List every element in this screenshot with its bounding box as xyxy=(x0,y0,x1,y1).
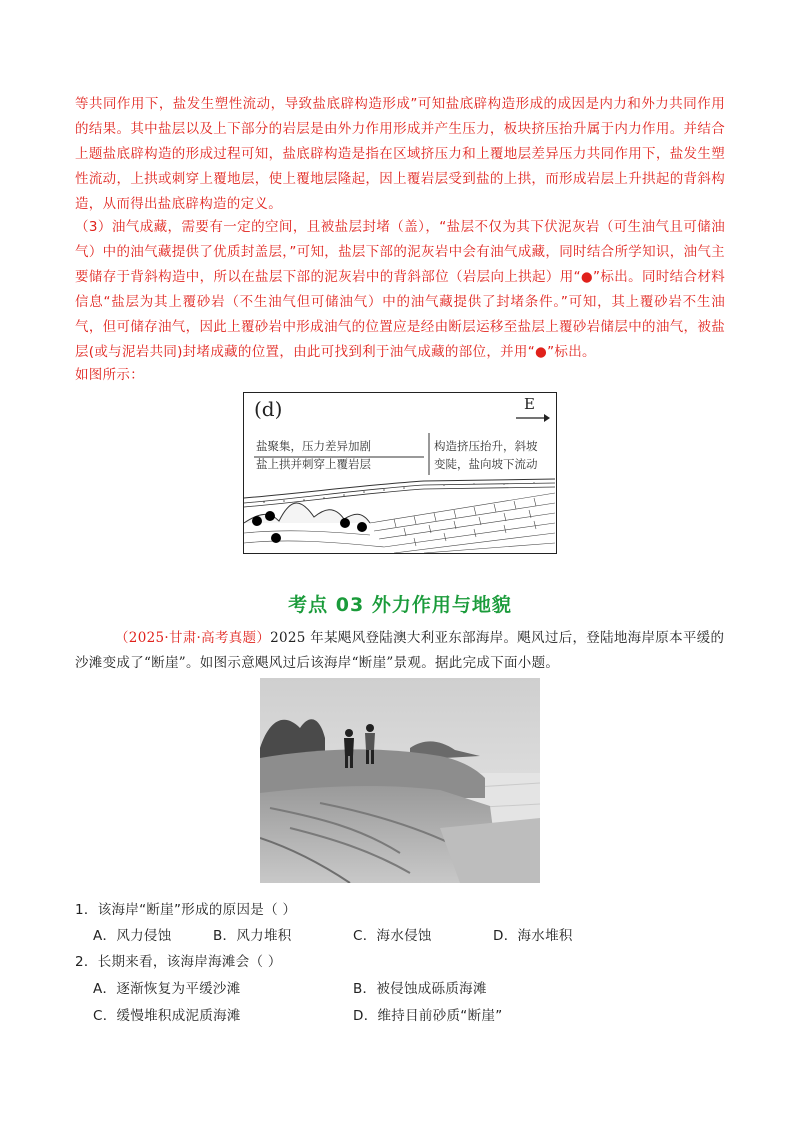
answer-paragraph-1: 等共同作用下，盐发生塑性流动，导致盐底辟构造形成”可知盐底辟构造形成的成因是内力和外力共同作用的结果。其中盐层以及上下部分的岩层是由外力作用形成并产生压力，板块挤压抬升属于内力作用。并结合上题盐底辟构造的形成过程可知，盐底辟构造是指在区域挤压力和上覆地层差异压力共同作用下，盐发生塑性流动，上拱或刺穿上覆地层，使上覆地层隆起，因上覆岩层受到盐的上拱，而形成岩层上升拱起的背斜构造，从而得出盐底辟构造的定义。 xyxy=(75,96,725,212)
section-title: 考点 03 外力作用与地貌 xyxy=(288,594,512,616)
question-1-option-a[interactable]: A．风力侵蚀 xyxy=(93,928,172,944)
question-2-option-b[interactable]: B．被侵蚀成砾质海滩 xyxy=(353,981,487,997)
figure-right-caption xyxy=(434,437,554,473)
figure-right-line-1: 构造挤压抬升，斜坡 xyxy=(434,439,538,453)
salt-diapir-figure xyxy=(243,392,557,554)
question-2-option-c[interactable]: C．缓慢堆积成泥质海滩 xyxy=(93,1008,241,1024)
answer-paragraph-3: 如图所示： xyxy=(75,367,144,383)
question-1-stem: 1．该海岸“断崖”形成的原因是（ ） xyxy=(75,902,297,918)
question-2-stem: 2．长期来看，该海岸海滩会（ ） xyxy=(75,954,282,970)
question-2-option-a[interactable]: A．逐渐恢复为平缓沙滩 xyxy=(93,981,241,997)
question-1-option-b[interactable]: B．风力堆积 xyxy=(213,928,292,944)
figure-left-line-1: 盐聚集，压力差异加剧 xyxy=(256,439,371,453)
question-intro xyxy=(75,626,725,676)
question-intro-text: 2025 年某飓风登陆澳大利亚东部海岸。飓风过后，登陆地海岸原本平缓的沙滩变成了“断崖”。如图示意飓风过后该海岸“断崖”景观。据此完成下面小题。 xyxy=(75,630,725,671)
direction-label: E xyxy=(524,395,535,413)
figure-right-line-2: 变陡，盐向坡下流动 xyxy=(434,457,538,471)
answer-paragraph-2: （3）油气成藏，需要有一定的空间，且被盐层封堵（盖），“盐层不仅为其下伏泥灰岩（可生油气且可储油气）中的油气藏提供了优质封盖层，”可知，盐层下部的泥灰岩中会有油气成藏，同时结合所学知识，油气主要储存于背斜构造中，所以在盐层下部的泥灰岩中的背斜部位（岩层向上拱起）用“●”标出。同时结合材料信息“盐层为其上覆砂岩（不生油气但可储油气）中的油气藏提供了封堵条件。”可知，其上覆砂岩不生油气，但可储存油气，因此上覆砂岩中形成油气的位置应是经由断层运移至盐层上覆砂岩储层中的油气，被盐层(或与泥岩共同)封堵成藏的位置，由此可找到利于油气成藏的部位，并用“●”标出。 xyxy=(75,219,725,360)
figure-label: (d) xyxy=(254,397,283,421)
question-1-option-d[interactable]: D．海水堆积 xyxy=(493,928,573,944)
strata-diagram xyxy=(244,473,555,553)
coastal-cliff-photo xyxy=(260,678,540,883)
figure-left-line-2: 盐上拱并刺穿上覆岩层 xyxy=(256,457,371,471)
question-source: （2025·甘肃·高考真题） xyxy=(115,630,271,646)
question-1-option-c[interactable]: C．海水侵蚀 xyxy=(353,928,432,944)
question-2-option-d[interactable]: D．维持目前砂质“断崖” xyxy=(353,1008,503,1024)
